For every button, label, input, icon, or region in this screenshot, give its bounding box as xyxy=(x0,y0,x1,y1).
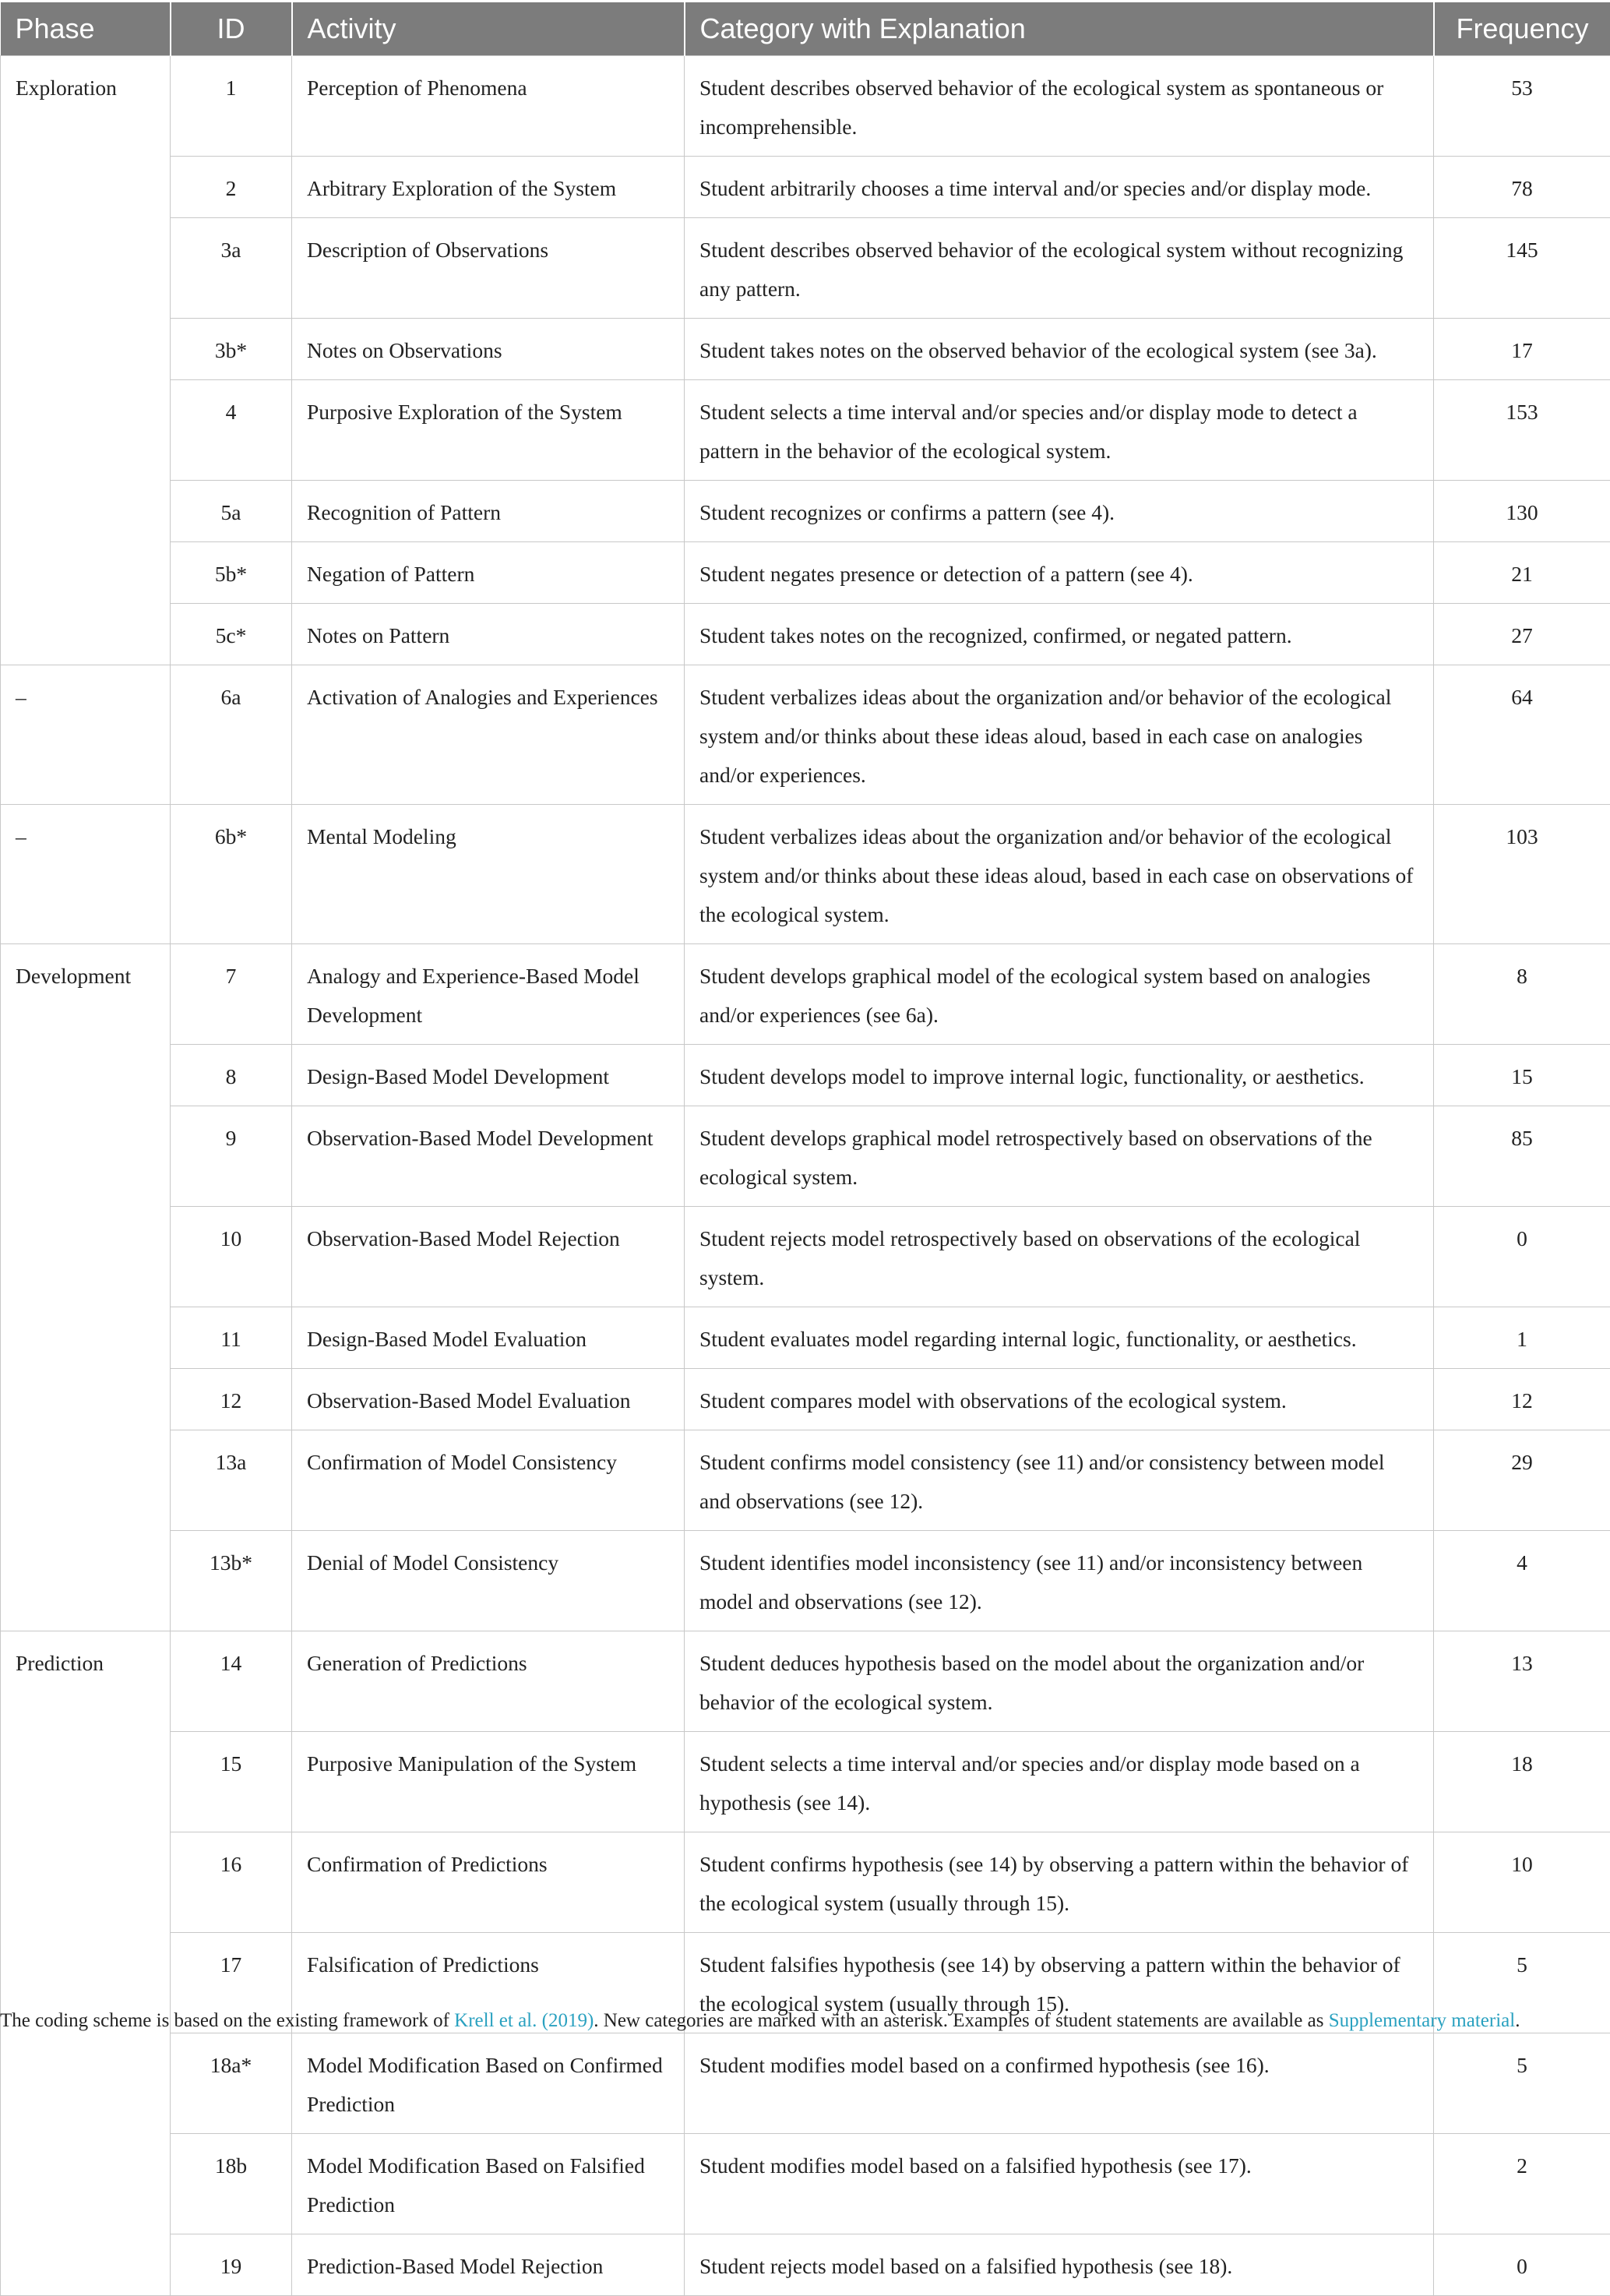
cell-category: Student rejects model based on a falsified hypothesis (see 18). xyxy=(685,2234,1434,2295)
cell-frequency: 10 xyxy=(1434,1832,1610,1932)
cell-id: 3a xyxy=(171,217,292,318)
cell-frequency: 85 xyxy=(1434,1106,1610,1206)
cell-phase xyxy=(1,1044,171,1106)
cell-id: 4 xyxy=(171,379,292,480)
cell-category: Student negates presence or detection of a pattern (see 4). xyxy=(685,541,1434,603)
cell-phase xyxy=(1,1832,171,1932)
cell-id: 5b* xyxy=(171,541,292,603)
table-body xyxy=(1,55,1610,2295)
cell-frequency: 4 xyxy=(1434,1530,1610,1631)
cell-phase xyxy=(1,2234,171,2295)
cell-category: Student rejects model retrospectively based on observations of the ecological system. xyxy=(685,1206,1434,1307)
cell-category: Student compares model with observations of the ecological system. xyxy=(685,1368,1434,1430)
cell-frequency: 78 xyxy=(1434,156,1610,217)
cell-id: 7 xyxy=(171,943,292,1044)
cell-frequency: 103 xyxy=(1434,804,1610,943)
cell-frequency: 29 xyxy=(1434,1430,1610,1530)
table-row xyxy=(1,1307,1610,1368)
cell-category: Student falsifies hypothesis (see 14) by observing a pattern within the behavior of the ecological system (usually through 15). xyxy=(685,1932,1434,2033)
table-row xyxy=(1,2234,1610,2295)
cell-activity: Negation of Pattern xyxy=(292,541,685,603)
table-row xyxy=(1,943,1610,1044)
cell-activity: Arbitrary Exploration of the System xyxy=(292,156,685,217)
cell-activity: Confirmation of Model Consistency xyxy=(292,1430,685,1530)
cell-frequency: 5 xyxy=(1434,2033,1610,2133)
cell-frequency: 64 xyxy=(1434,665,1610,804)
cell-category: Student verbalizes ideas about the organization and/or behavior of the ecological system and/or thinks about these ideas aloud, based in each case on analogies and/or experiences. xyxy=(685,665,1434,804)
table-row xyxy=(1,1368,1610,1430)
supplementary-link[interactable]: Supplementary material xyxy=(1329,2010,1516,2031)
table-header-row xyxy=(1,2,1610,55)
table-row xyxy=(1,379,1610,480)
cell-category: Student arbitrarily chooses a time interval and/or species and/or display mode. xyxy=(685,156,1434,217)
cell-phase xyxy=(1,2033,171,2133)
cell-activity: Analogy and Experience-Based Model Development xyxy=(292,943,685,1044)
cell-phase xyxy=(1,2133,171,2234)
cell-phase: – xyxy=(1,804,171,943)
cell-category: Student evaluates model regarding internal logic, functionality, or aesthetics. xyxy=(685,1307,1434,1368)
footnote-text-before: The coding scheme is based on the existing framework of xyxy=(0,2010,454,2031)
coding-scheme-table xyxy=(0,2,1610,2296)
cell-phase xyxy=(1,379,171,480)
cell-activity: Description of Observations xyxy=(292,217,685,318)
table-row xyxy=(1,541,1610,603)
cell-id: 13a xyxy=(171,1430,292,1530)
cell-phase xyxy=(1,480,171,541)
cell-id: 12 xyxy=(171,1368,292,1430)
cell-activity: Mental Modeling xyxy=(292,804,685,943)
cell-activity: Recognition of Pattern xyxy=(292,480,685,541)
cell-activity: Design-Based Model Evaluation xyxy=(292,1307,685,1368)
cell-category: Student develops graphical model of the ecological system based on analogies and/or experiences (see 6a). xyxy=(685,943,1434,1044)
cell-frequency: 13 xyxy=(1434,1631,1610,1731)
cell-category: Student modifies model based on a confirmed hypothesis (see 16). xyxy=(685,2033,1434,2133)
table-row xyxy=(1,603,1610,665)
cell-activity: Perception of Phenomena xyxy=(292,55,685,156)
header-activity: Activity xyxy=(292,2,685,55)
cell-category: Student develops graphical model retrospectively based on observations of the ecological system. xyxy=(685,1106,1434,1206)
cell-id: 3b* xyxy=(171,318,292,379)
cell-id: 1 xyxy=(171,55,292,156)
cell-frequency: 5 xyxy=(1434,1932,1610,2033)
table-row xyxy=(1,1731,1610,1832)
cell-frequency: 12 xyxy=(1434,1368,1610,1430)
cell-activity: Purposive Exploration of the System xyxy=(292,379,685,480)
cell-category: Student confirms hypothesis (see 14) by observing a pattern within the behavior of the ecological system (usually through 15). xyxy=(685,1832,1434,1932)
cell-frequency: 8 xyxy=(1434,943,1610,1044)
cell-activity: Observation-Based Model Rejection xyxy=(292,1206,685,1307)
cell-category: Student takes notes on the observed behavior of the ecological system (see 3a). xyxy=(685,318,1434,379)
table-row xyxy=(1,1530,1610,1631)
cell-activity: Activation of Analogies and Experiences xyxy=(292,665,685,804)
cell-phase: – xyxy=(1,665,171,804)
cell-activity: Model Modification Based on Falsified Prediction xyxy=(292,2133,685,2234)
cell-phase: Exploration xyxy=(1,55,171,156)
cell-category: Student develops model to improve internal logic, functionality, or aesthetics. xyxy=(685,1044,1434,1106)
cell-activity: Design-Based Model Development xyxy=(292,1044,685,1106)
cell-id: 8 xyxy=(171,1044,292,1106)
cell-activity: Notes on Observations xyxy=(292,318,685,379)
cell-frequency: 130 xyxy=(1434,480,1610,541)
cell-id: 2 xyxy=(171,156,292,217)
table-row xyxy=(1,1206,1610,1307)
cell-phase xyxy=(1,1530,171,1631)
cell-category: Student modifies model based on a falsified hypothesis (see 17). xyxy=(685,2133,1434,2234)
cell-id: 6a xyxy=(171,665,292,804)
cell-activity: Notes on Pattern xyxy=(292,603,685,665)
table-row xyxy=(1,665,1610,804)
cell-frequency: 1 xyxy=(1434,1307,1610,1368)
cell-id: 5c* xyxy=(171,603,292,665)
cell-id: 16 xyxy=(171,1832,292,1932)
cell-frequency: 153 xyxy=(1434,379,1610,480)
cell-id: 9 xyxy=(171,1106,292,1206)
cell-id: 18b xyxy=(171,2133,292,2234)
cell-id: 14 xyxy=(171,1631,292,1731)
cell-category: Student verbalizes ideas about the organization and/or behavior of the ecological system and/or thinks about these ideas aloud, based in each case on observations of the ecological system. xyxy=(685,804,1434,943)
cell-id: 11 xyxy=(171,1307,292,1368)
cell-activity: Observation-Based Model Evaluation xyxy=(292,1368,685,1430)
header-frequency: Frequency xyxy=(1434,2,1610,55)
coding-scheme-table-wrapper xyxy=(0,2,1610,2296)
cell-category: Student deduces hypothesis based on the model about the organization and/or behavior of the ecological system. xyxy=(685,1631,1434,1731)
cell-phase xyxy=(1,541,171,603)
cell-frequency: 0 xyxy=(1434,1206,1610,1307)
table-row xyxy=(1,2033,1610,2133)
cell-phase xyxy=(1,1731,171,1832)
cell-phase xyxy=(1,318,171,379)
cell-category: Student describes observed behavior of the ecological system as spontaneous or incomprehensible. xyxy=(685,55,1434,156)
cell-category: Student describes observed behavior of the ecological system without recognizing any pattern. xyxy=(685,217,1434,318)
cell-phase xyxy=(1,1368,171,1430)
table-row xyxy=(1,55,1610,156)
table-row xyxy=(1,1832,1610,1932)
table-row xyxy=(1,480,1610,541)
table-row xyxy=(1,217,1610,318)
table-row xyxy=(1,2133,1610,2234)
footnote-text-end: . xyxy=(1515,2010,1520,2031)
cell-activity: Model Modification Based on Confirmed Prediction xyxy=(292,2033,685,2133)
table-row xyxy=(1,156,1610,217)
cell-phase xyxy=(1,217,171,318)
cell-id: 5a xyxy=(171,480,292,541)
cell-activity: Purposive Manipulation of the System xyxy=(292,1731,685,1832)
cell-phase xyxy=(1,1106,171,1206)
cell-id: 19 xyxy=(171,2234,292,2295)
header-category: Category with Explanation xyxy=(685,2,1434,55)
table-footnote xyxy=(0,2006,1610,2036)
table-row xyxy=(1,1106,1610,1206)
cell-frequency: 27 xyxy=(1434,603,1610,665)
header-id: ID xyxy=(171,2,292,55)
cell-category: Student selects a time interval and/or species and/or display mode based on a hypothesis (see 14). xyxy=(685,1731,1434,1832)
cell-id: 13b* xyxy=(171,1530,292,1631)
cell-frequency: 53 xyxy=(1434,55,1610,156)
cell-frequency: 18 xyxy=(1434,1731,1610,1832)
cell-id: 18a* xyxy=(171,2033,292,2133)
cell-frequency: 0 xyxy=(1434,2234,1610,2295)
cell-activity: Prediction-Based Model Rejection xyxy=(292,2234,685,2295)
cell-frequency: 145 xyxy=(1434,217,1610,318)
cell-activity: Denial of Model Consistency xyxy=(292,1530,685,1631)
cell-category: Student takes notes on the recognized, confirmed, or negated pattern. xyxy=(685,603,1434,665)
cell-phase xyxy=(1,603,171,665)
table-row xyxy=(1,1044,1610,1106)
cell-id: 10 xyxy=(171,1206,292,1307)
cell-frequency: 2 xyxy=(1434,2133,1610,2234)
cell-activity: Generation of Predictions xyxy=(292,1631,685,1731)
cell-frequency: 15 xyxy=(1434,1044,1610,1106)
cell-phase: Development xyxy=(1,943,171,1044)
cell-frequency: 21 xyxy=(1434,541,1610,603)
table-row xyxy=(1,318,1610,379)
cell-frequency: 17 xyxy=(1434,318,1610,379)
cell-id: 6b* xyxy=(171,804,292,943)
citation-link[interactable]: Krell et al. (2019) xyxy=(454,2010,594,2031)
table-row xyxy=(1,1430,1610,1530)
cell-activity: Falsification of Predictions xyxy=(292,1932,685,2033)
cell-phase xyxy=(1,156,171,217)
cell-category: Student identifies model inconsistency (see 11) and/or inconsistency between model and observations (see 12). xyxy=(685,1530,1434,1631)
cell-id: 15 xyxy=(171,1731,292,1832)
footnote-text-middle: . New categories are marked with an asterisk. Examples of student statements are available as xyxy=(594,2010,1328,2031)
cell-phase xyxy=(1,1430,171,1530)
cell-category: Student recognizes or confirms a pattern (see 4). xyxy=(685,480,1434,541)
cell-activity: Confirmation of Predictions xyxy=(292,1832,685,1932)
table-row xyxy=(1,1631,1610,1731)
cell-phase xyxy=(1,1206,171,1307)
cell-category: Student confirms model consistency (see 11) and/or consistency between model and observations (see 12). xyxy=(685,1430,1434,1530)
cell-phase xyxy=(1,1307,171,1368)
cell-id: 17 xyxy=(171,1932,292,2033)
cell-activity: Observation-Based Model Development xyxy=(292,1106,685,1206)
cell-phase: Prediction xyxy=(1,1631,171,1731)
cell-category: Student selects a time interval and/or species and/or display mode to detect a pattern in the behavior of the ecological system. xyxy=(685,379,1434,480)
table-row xyxy=(1,804,1610,943)
header-phase: Phase xyxy=(1,2,171,55)
